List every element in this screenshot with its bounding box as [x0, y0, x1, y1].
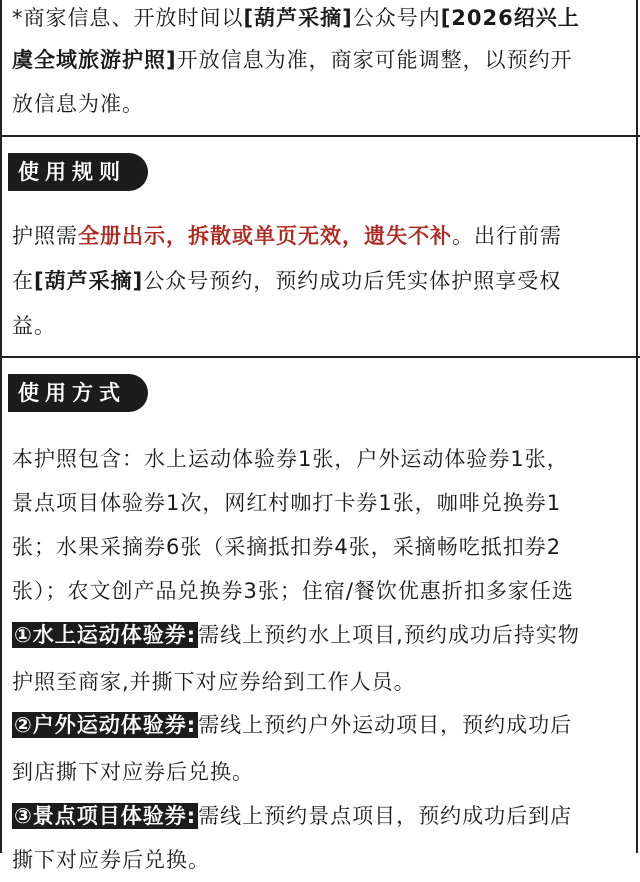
- rules-text: 护照需: [12, 224, 78, 248]
- notice-text: 开放信息为准，商家可能调整，以预约开: [176, 48, 573, 72]
- section-title-rules: 使用规则: [8, 153, 148, 191]
- section-title-method: 使用方式: [8, 374, 148, 412]
- method-intro-line: 本护照包含：水上运动体验券1张，户外运动体验券1张，: [12, 447, 569, 471]
- notice-account-name: [葫芦采摘]: [243, 6, 353, 30]
- item-label: ②户外运动体验券:: [14, 713, 197, 737]
- rules-line-3: [12, 304, 632, 348]
- method-item-1-cont: 护照至商家,并撕下对应券给到工作人员。: [12, 670, 416, 694]
- item-label: ③景点项目体验券:: [14, 804, 197, 828]
- rules-line-1: [12, 214, 632, 258]
- notice-passport-name: 虞全域旅游护照]: [12, 48, 177, 72]
- item-label: ①水上运动体验券:: [14, 623, 197, 647]
- item-text: 需线上预约景点项目，预约成功后到店: [198, 804, 573, 828]
- rules-line-2: [12, 259, 632, 303]
- rules-text: 在: [12, 269, 34, 293]
- method-item-3: [12, 794, 632, 838]
- notice-text: 公众号内: [352, 6, 441, 30]
- method-item-2: [12, 703, 632, 747]
- rules-text: 。出行前需: [452, 224, 562, 248]
- method-item-2-cont: 到店撕下对应券后兑换。: [12, 760, 254, 784]
- method-intro-line: 景点项目体验券1次，网红村咖打卡券1张，咖啡兑换券1: [12, 491, 562, 515]
- method-intro-line: 张；水果采摘券6张（采摘抵扣券4张，采摘畅吃抵扣券2: [12, 535, 562, 559]
- rules-warning: 全册出示，拆散或单页无效，遗失不补: [78, 224, 452, 248]
- notice-text: *商家信息、开放时间以: [12, 6, 244, 30]
- notice-text: 放信息为准。: [12, 92, 144, 116]
- notice-line-3: [12, 82, 632, 126]
- method-item-1: [12, 613, 632, 657]
- notice-passport-name: [2026绍兴上: [440, 6, 580, 30]
- rules-text: 公众号预约，预约成功后凭实体护照享受权: [143, 269, 562, 293]
- item-text: 需线上预约户外运动项目，预约成功后: [198, 713, 573, 737]
- rules-text: 益。: [12, 314, 56, 338]
- divider: [0, 356, 640, 358]
- rules-account-name: [葫芦采摘]: [34, 269, 144, 293]
- notice-line-2: [12, 38, 632, 82]
- method-intro-line: 张）；农文创产品兑换券3张；住宿/餐饮优惠折扣多家任选: [12, 579, 574, 603]
- divider: [0, 135, 640, 137]
- method-item-3-cont: 撕下对应券后兑换。: [12, 848, 210, 872]
- notice-line-1: [12, 0, 632, 40]
- item-text: 需线上预约水上项目,预约成功后持实物: [198, 623, 580, 647]
